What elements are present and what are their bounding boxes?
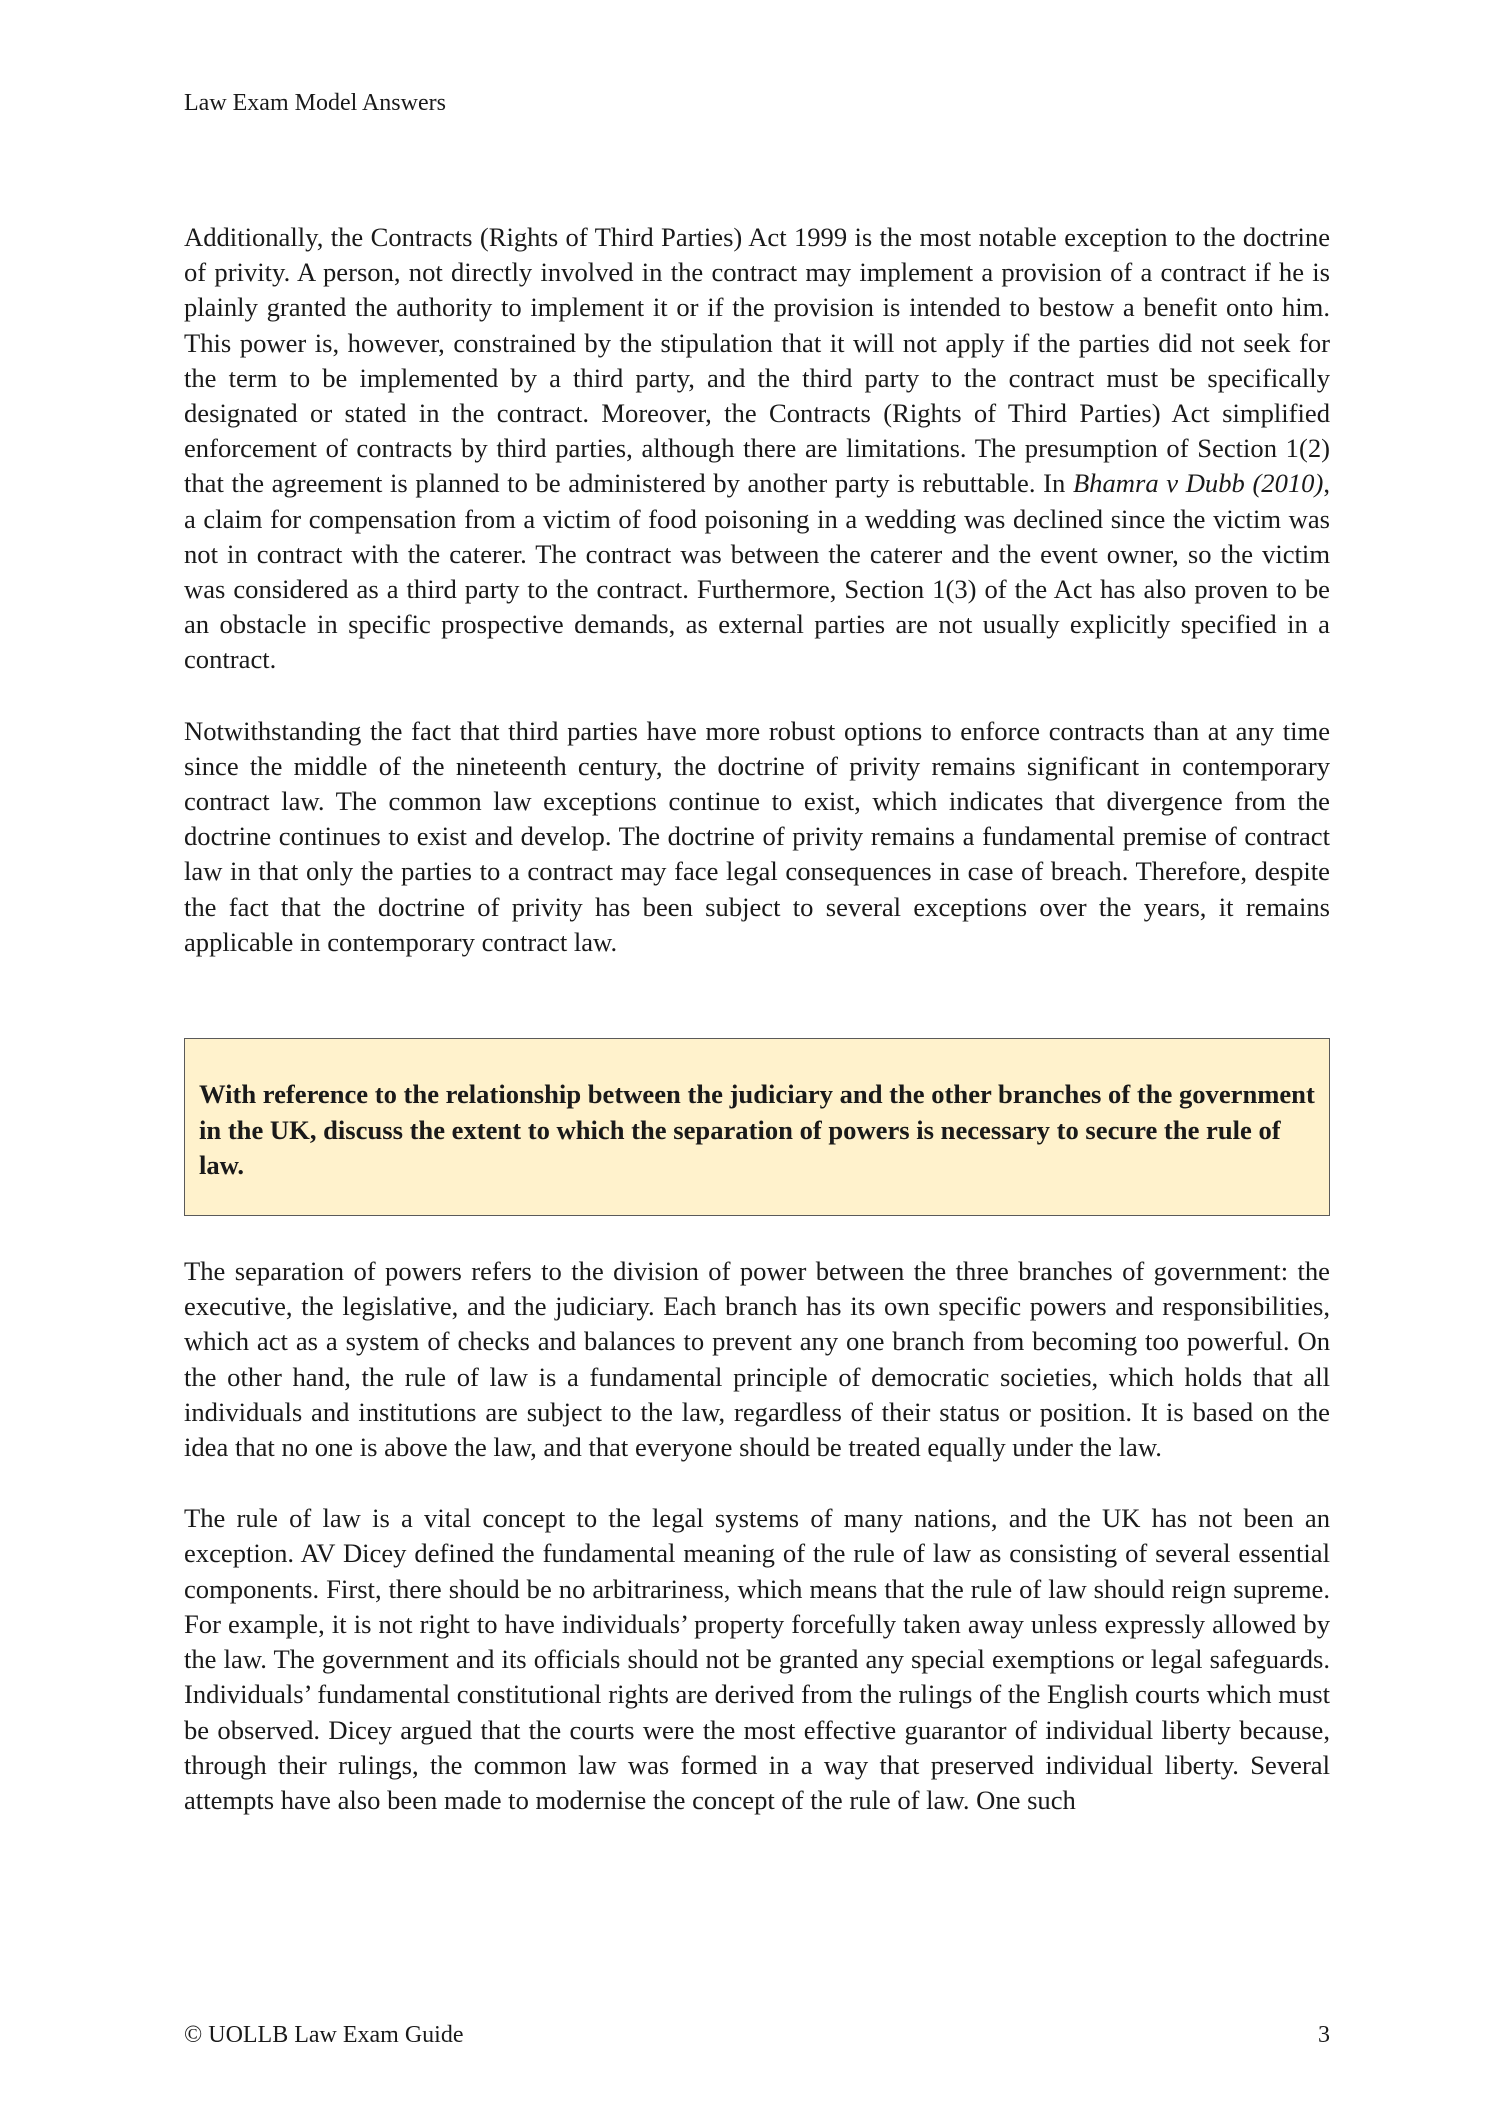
page-number: 3 bbox=[1318, 2022, 1330, 2048]
running-footer bbox=[184, 2020, 1330, 2050]
paragraph-text: Additionally, the Contracts (Rights of Third Parties) Act 1999 is the most notable exception to the doctrine of privity. A person, not directly involved in the contract may implement a provision of a contract if he is plainly granted the authority to implement it or if the provision is intended to bestow a benefit onto him. This power is, however, constrained by the stipulation that it will not apply if the parties did not seek for the term to be implemented by a third party, and the third party to the contract must be specifically designated or stated in the contract. Moreover, the Contracts (Rights of Third Parties) Act simplified enforcement of contracts by third parties, although there are limitations. The presumption of Section 1(2) that the agreement is planned to be administered by another party is rebuttable. In bbox=[184, 222, 1330, 499]
paragraph-text: , a claim for compensation from a victim of food poisoning in a wedding was declined since the victim was not in contract with the caterer. The contract was between the caterer and the event owner, so the victim was considered as a third party to the contract. Furthermore, Section 1(3) of the Act has also proven to be an obstacle in specific prospective demands, as external parties are not usually explicitly specified in a contract. bbox=[184, 468, 1330, 675]
running-header: Law Exam Model Answers bbox=[184, 90, 446, 116]
exam-question: With reference to the relationship between the judiciary and the other branches of the government in the UK, discuss the extent to which the separation of powers is necessary to secure the rule of law. bbox=[199, 1079, 1315, 1181]
paragraph-rule-of-law: The rule of law is a vital concept to the legal systems of many nations, and the UK has not been an exception. AV Dicey defined the fundamental meaning of the rule of law as consisting of several essential components. First, there should be no arbitrariness, which means that the rule of law should reign supreme. For example, it is not right to have individuals’ property forcefully taken away unless expressly allowed by the law. The government and its officials should not be granted any special exemptions or legal safeguards. Individuals’ fundamental constitutional rights are derived from the rulings of the English courts which must be observed. Dicey argued that the courts were the most effective guarantor of individual liberty because, through their rulings, the common law was formed in a way that preserved individual liberty. Several attempts have also been made to modernise the concept of the rule of law. One such bbox=[184, 1503, 1330, 1815]
footer-copyright: © UOLLB Law Exam Guide bbox=[184, 2022, 464, 2048]
case-citation: Bhamra v Dubb (2010) bbox=[1072, 468, 1324, 499]
page-body bbox=[184, 220, 1330, 1818]
exam-question-box bbox=[184, 1038, 1330, 1216]
paragraph-privity-conclusion: Notwithstanding the fact that third parties have more robust options to enforce contracts than at any time since the middle of the nineteenth century, the doctrine of privity remains significant in contemporary contract law. The common law exceptions continue to exist, which indicates that divergence from the doctrine continues to exist and develop. The doctrine of privity remains a fundamental premise of contract law in that only the parties to a contract may face legal consequences in case of breach. Therefore, despite the fact that the doctrine of privity has been subject to several exceptions over the years, it remains applicable in contemporary contract law. bbox=[184, 715, 1330, 957]
paragraph-separation-of-powers: The separation of powers refers to the division of power between the three branches of government: the executive, the legislative, and the judiciary. Each branch has its own specific powers and responsibilities, which act as a system of checks and balances to prevent any one branch from becoming too powerful. On the other hand, the rule of law is a fundamental principle of democratic societies, which holds that all individuals and institutions are subject to the law, regardless of their status or position. It is based on the idea that no one is above the law, and that everyone should be treated equally under the law. bbox=[184, 1256, 1330, 1463]
paragraph-privity-act bbox=[184, 220, 1330, 678]
